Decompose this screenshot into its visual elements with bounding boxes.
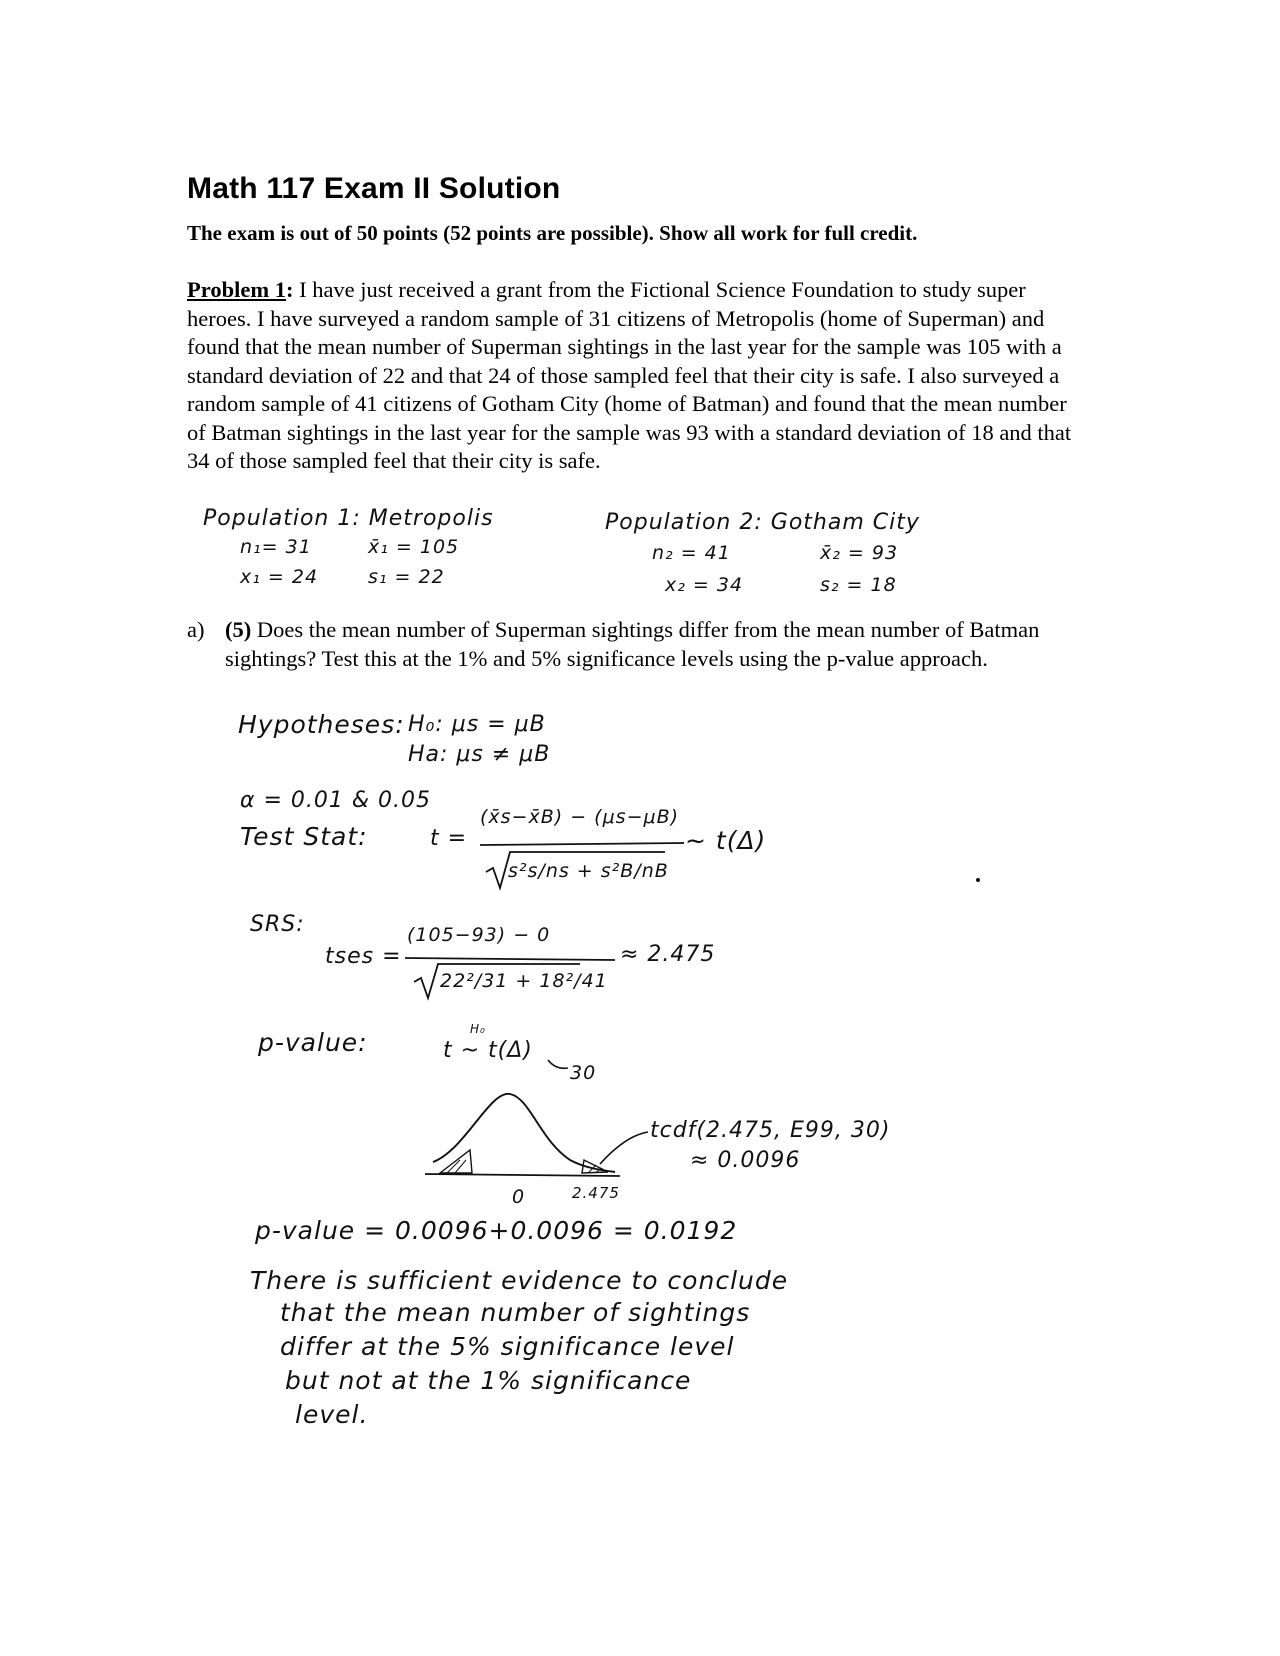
tcdf-call: tcdf(2.475, E99, 30) [650,1118,891,1143]
conclusion-line-5: level. [295,1400,369,1429]
axis-t-label: 2.475 [572,1184,620,1202]
hypotheses-label: Hypotheses: [238,710,405,739]
part-a-letter: a) [187,617,205,642]
tcdf-result: ≈ 0.0096 [690,1148,801,1173]
left-tail-hatch-2 [455,1160,466,1173]
t-dist-axis [425,1174,620,1176]
stray-mark [976,878,980,882]
t-equals: t = [430,826,468,851]
left-tail-shading [440,1150,472,1173]
page-title: Math 117 Exam II Solution [187,172,561,205]
conclusion-line-4: but not at the 1% significance [285,1366,692,1395]
test-stat-label: Test Stat: [240,822,368,851]
pop2-s: s₂ = 18 [820,574,897,596]
null-distribution: t ~ t(Δ) [443,1038,533,1063]
srs-result: ≈ 2.475 [620,942,716,967]
degrees-of-freedom: 30 [570,1062,597,1084]
test-stat-fraction-bar [480,843,684,845]
problem-1-colon: : [285,277,294,302]
axis-zero-label: 0 [512,1186,526,1208]
problem-1-text: I have just received a grant from the Fictional Science Foundation to study super heroes. I have surveyed a random sample of 31 citizens of Metropolis (home of Superman) and found that the mean number of Superman sightings in the last year for the sample was 105 with a standard deviation of 22 and that 24 of those sampled feel that their city is safe. I also surveyed a random sample of 41 citizens of Gotham City (home of Batman) and found that the mean number of Batman sightings in the last year for the sample was 93 with a standard deviation of 18 and that 34 of those sampled feel that their city is safe. [187,277,1072,473]
pop2-title: Population 2: Gotham City [605,510,920,535]
pop2-xbar: x̄₂ = 93 [820,542,899,564]
conclusion-line-2: that the mean number of sightings [280,1298,751,1327]
t-dist-curve [433,1094,615,1172]
pvalue-label: p-value: [258,1028,368,1057]
tcdf-pointer [600,1132,648,1164]
srs-radical [414,964,580,998]
exam-instructions: The exam is out of 50 points (52 points are possible). Show all work for full credit. [187,221,918,245]
conclusion-line-3: differ at the 5% significance level [280,1332,735,1361]
srs-numerator: (105−93) − 0 [407,924,551,946]
part-a-points: (5) [225,617,252,642]
pop2-x: x₂ = 34 [665,574,744,596]
test-stat-distribution: ~ t(Δ) [685,826,767,855]
pvalue-total: p-value = 0.0096+0.0096 = 0.0192 [255,1216,738,1245]
null-dist-h0: H₀ [470,1022,486,1036]
df-hook [548,1060,568,1068]
pop1-x: x₁ = 24 [240,566,319,588]
part-a-text: Does the mean number of Superman sightings differ from the mean number of Batman sightings? Test this at the 1% and 5% significance levels using the p-value approach. [225,617,1040,671]
problem-1-label: Problem 1 [187,277,286,302]
tses-label: tses = [325,944,402,969]
null-hypothesis: H₀: μs = μB [408,712,546,737]
test-stat-denominator: s²s/ns + s²B/nB [508,860,669,882]
pop1-n: n₁= 31 [240,536,312,558]
test-stat-numerator: (x̄s−x̄B) − (μs−μB) [480,806,680,828]
test-stat-radical [486,852,665,888]
srs-denominator: 22²/31 + 18²/41 [440,970,608,992]
pop1-s: s₁ = 22 [368,566,445,588]
pop1-title: Population 1: Metropolis [203,506,494,531]
pop1-xbar: x̄₁ = 105 [368,536,460,558]
pop2-n: n₂ = 41 [652,542,731,564]
alternative-hypothesis: Ha: μs ≠ μB [408,742,551,767]
conclusion-line-1: There is sufficient evidence to conclude [250,1266,789,1295]
srs-label: SRS: [250,912,305,937]
srs-fraction-bar [405,958,615,960]
significance-levels: α = 0.01 & 0.05 [240,788,432,813]
